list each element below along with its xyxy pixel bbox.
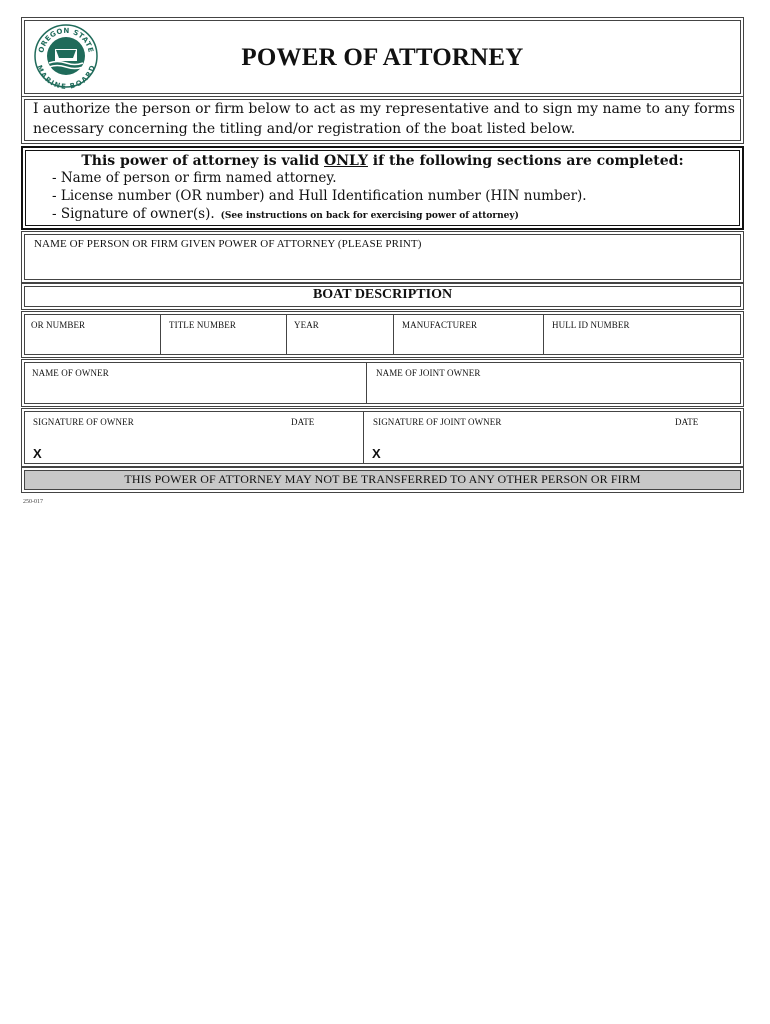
owner-name-label: NAME OF OWNER — [32, 368, 109, 378]
form-code: 250-017 — [23, 499, 43, 505]
authorization-line-2: necessary concerning the titling and/or registration of the boat listed below. — [33, 121, 576, 137]
hull-id-field[interactable] — [544, 315, 740, 354]
transfer-notice-text: THIS POWER OF ATTORNEY MAY NOT BE TRANSFERRED TO ANY OTHER PERSON OR FIRM — [124, 472, 641, 486]
owner-names-inner-border — [24, 362, 741, 404]
owner-signature-x-mark: X — [33, 446, 42, 461]
manufacturer-label: MANUFACTURER — [402, 320, 478, 330]
or-number-label: OR NUMBER — [31, 320, 86, 330]
boat-fields-inner-border — [24, 314, 741, 355]
validity-requirements — [21, 146, 744, 230]
joint-owner-name-label: NAME OF JOINT OWNER — [376, 368, 481, 378]
title-number-field[interactable] — [161, 315, 287, 354]
authorization-statement — [21, 96, 744, 144]
year-field[interactable] — [287, 315, 394, 354]
validity-item-signature: - Signature of owner(s). (See instructions on back for exercising power of attorney) — [52, 206, 519, 222]
attorney-name-field[interactable] — [21, 231, 744, 283]
boat-description-title: BOAT DESCRIPTION — [312, 287, 453, 302]
owner-signature-field[interactable] — [25, 412, 364, 463]
boat-description-fields — [21, 311, 744, 358]
svg-text:OREGON STATE: OREGON STATE — [37, 26, 95, 54]
owner-names — [21, 359, 744, 407]
attorney-name-label: NAME OF PERSON OR FIRM GIVEN POWER OF ATTORNEY (PLEASE PRINT) — [34, 238, 422, 250]
instructions-note: (See instructions on back for exercising power of attorney) — [220, 211, 519, 221]
owner-signature-label: SIGNATURE OF OWNER — [33, 417, 134, 427]
boat-description-heading — [21, 283, 744, 310]
validity-item-license-hin: - License number (OR number) and Hull Identification number (HIN number). — [52, 188, 587, 204]
authorization-line-1: I authorize the person or firm below to act as my representative and to sign my name to any forms — [33, 101, 735, 117]
joint-owner-name-field[interactable] — [367, 363, 740, 403]
year-label: YEAR — [294, 320, 319, 330]
joint-owner-signature-label: SIGNATURE OF JOINT OWNER — [373, 417, 502, 427]
svg-text:MARINE BOARD: MARINE BOARD — [34, 64, 98, 89]
validity-heading: This power of attorney is valid ONLY if the following sections are completed: — [81, 153, 684, 169]
signatures — [21, 408, 744, 467]
transfer-notice — [21, 467, 744, 493]
validity-item-attorney-name: - Name of person or firm named attorney. — [52, 170, 337, 186]
manufacturer-field[interactable] — [394, 315, 544, 354]
page-title: POWER OF ATTORNEY — [241, 44, 524, 71]
or-number-field[interactable] — [25, 315, 161, 354]
joint-owner-signature-field[interactable] — [364, 412, 740, 463]
hull-id-label: HULL ID NUMBER — [552, 320, 630, 330]
joint-owner-signature-x-mark: X — [372, 446, 381, 461]
validity-emphasis: ONLY — [324, 153, 368, 169]
title-number-label: TITLE NUMBER — [169, 320, 236, 330]
signatures-inner-border — [24, 411, 741, 464]
owner-date-label: DATE — [291, 417, 315, 427]
joint-owner-date-label: DATE — [675, 417, 699, 427]
owner-name-field[interactable] — [25, 363, 367, 403]
authorization-text — [33, 99, 735, 139]
form-header — [21, 17, 744, 97]
